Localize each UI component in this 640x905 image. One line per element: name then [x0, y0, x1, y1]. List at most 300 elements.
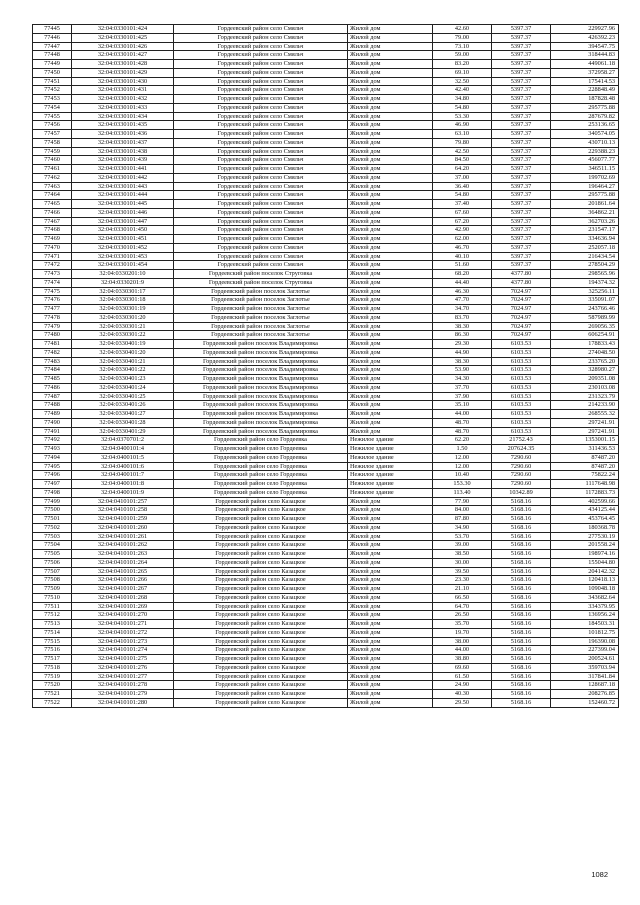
specific-value-cell: 5168.16 [492, 567, 551, 576]
specific-value-cell: 6103.53 [492, 340, 551, 349]
table-row [33, 235, 619, 244]
specific-value-cell: 6103.53 [492, 383, 551, 392]
specific-value-cell: 10342.89 [492, 488, 551, 497]
area-cell: 38.30 [433, 357, 492, 366]
cadastral-number-cell: 32:04:0330401:27 [72, 410, 174, 419]
area-cell: 38.50 [433, 550, 492, 559]
cadastral-value-cell: 243766.46 [551, 305, 619, 314]
address-cell: Гордеевский район село Смяльч [174, 235, 348, 244]
cadastral-number-cell: 32:04:0410101:270 [72, 611, 174, 620]
area-cell: 32.50 [433, 77, 492, 86]
specific-value-cell: 5397.37 [492, 103, 551, 112]
row-number-cell: 77508 [33, 576, 72, 585]
row-number-cell: 77487 [33, 392, 72, 401]
object-type-cell: Жилой дом [348, 515, 433, 524]
specific-value-cell: 5397.37 [492, 60, 551, 69]
address-cell: Гордеевский район село Смяльч [174, 25, 348, 34]
address-cell: Гордеевский район село Гордеевка [174, 471, 348, 480]
table-row [33, 25, 619, 34]
row-number-cell: 77486 [33, 383, 72, 392]
area-cell: 51.60 [433, 261, 492, 270]
object-type-cell: Жилой дом [348, 593, 433, 602]
row-number-cell: 77509 [33, 585, 72, 594]
address-cell: Гордеевский район село Гордеевка [174, 488, 348, 497]
specific-value-cell: 7290.60 [492, 462, 551, 471]
area-cell: 40.10 [433, 252, 492, 261]
object-type-cell: Жилой дом [348, 173, 433, 182]
cadastral-value-cell: 227399.04 [551, 646, 619, 655]
specific-value-cell: 207624.35 [492, 445, 551, 454]
object-type-cell: Жилой дом [348, 392, 433, 401]
specific-value-cell: 6103.53 [492, 418, 551, 427]
area-cell: 29.50 [433, 698, 492, 707]
area-cell: 62.00 [433, 235, 492, 244]
cadastral-value-cell: 334636.94 [551, 235, 619, 244]
table-row [33, 243, 619, 252]
cadastral-value-cell: 231547.17 [551, 226, 619, 235]
cadastral-number-cell: 32:04:0330101:450 [72, 226, 174, 235]
row-number-cell: 77456 [33, 121, 72, 130]
specific-value-cell: 7024.97 [492, 331, 551, 340]
area-cell: 44.40 [433, 278, 492, 287]
row-number-cell: 77498 [33, 488, 72, 497]
area-cell: 37.70 [433, 383, 492, 392]
cadastral-number-cell: 32:04:0330101:432 [72, 95, 174, 104]
row-number-cell: 77493 [33, 445, 72, 454]
table-row [33, 541, 619, 550]
address-cell: Гордеевский район село Смяльч [174, 208, 348, 217]
object-type-cell: Жилой дом [348, 287, 433, 296]
table-row [33, 103, 619, 112]
specific-value-cell: 6103.53 [492, 427, 551, 436]
row-number-cell: 77515 [33, 637, 72, 646]
cadastral-value-cell: 187828.48 [551, 95, 619, 104]
cadastral-value-cell: 335091.07 [551, 296, 619, 305]
table-row [33, 550, 619, 559]
address-cell: Гордеевский район село Казацкое [174, 602, 348, 611]
table-row [33, 497, 619, 506]
cadastral-number-cell: 32:04:0410101:274 [72, 646, 174, 655]
table-row [33, 51, 619, 60]
object-type-cell: Жилой дом [348, 138, 433, 147]
page-number: 1082 [591, 870, 608, 879]
row-number-cell: 77513 [33, 620, 72, 629]
area-cell: 35.70 [433, 620, 492, 629]
cadastral-number-cell: 32:04:0330101:439 [72, 156, 174, 165]
object-type-cell: Жилой дом [348, 698, 433, 707]
cadastral-number-cell: 32:04:0330101:454 [72, 261, 174, 270]
specific-value-cell: 5168.16 [492, 646, 551, 655]
cadastral-number-cell: 32:04:0330401:21 [72, 357, 174, 366]
specific-value-cell: 5168.16 [492, 681, 551, 690]
cadastral-number-cell: 32:04:0330101:452 [72, 243, 174, 252]
cadastral-number-cell: 32:04:0410101:273 [72, 637, 174, 646]
object-type-cell: Жилой дом [348, 410, 433, 419]
row-number-cell: 77489 [33, 410, 72, 419]
area-cell: 44.90 [433, 348, 492, 357]
row-number-cell: 77483 [33, 357, 72, 366]
object-type-cell: Жилой дом [348, 208, 433, 217]
specific-value-cell: 6103.53 [492, 357, 551, 366]
area-cell: 23.30 [433, 576, 492, 585]
row-number-cell: 77517 [33, 655, 72, 664]
row-number-cell: 77465 [33, 200, 72, 209]
row-number-cell: 77484 [33, 366, 72, 375]
address-cell: Гордеевский район село Смяльч [174, 147, 348, 156]
specific-value-cell: 5397.37 [492, 156, 551, 165]
cadastral-number-cell: 32:04:0400101:7 [72, 471, 174, 480]
cadastral-number-cell: 32:04:0330301:19 [72, 305, 174, 314]
object-type-cell: Жилой дом [348, 243, 433, 252]
cadastral-value-cell: 101812.75 [551, 628, 619, 637]
specific-value-cell: 5168.16 [492, 585, 551, 594]
cadastral-number-cell: 32:04:0330101:424 [72, 25, 174, 34]
row-number-cell: 77494 [33, 453, 72, 462]
specific-value-cell: 5397.37 [492, 130, 551, 139]
address-cell: Гордеевский район поселок Заглотье [174, 287, 348, 296]
object-type-cell: Жилой дом [348, 620, 433, 629]
address-cell: Гордеевский район село Гордеевка [174, 480, 348, 489]
table-row [33, 418, 619, 427]
specific-value-cell: 5168.16 [492, 637, 551, 646]
table-row [33, 506, 619, 515]
table-row [33, 698, 619, 707]
row-number-cell: 77521 [33, 690, 72, 699]
object-type-cell: Жилой дом [348, 147, 433, 156]
cadastral-value-cell: 231323.79 [551, 392, 619, 401]
cadastral-value-cell: 216434.54 [551, 252, 619, 261]
table-row [33, 611, 619, 620]
area-cell: 84.00 [433, 506, 492, 515]
cadastral-number-cell: 32:04:0410101:269 [72, 602, 174, 611]
table-row [33, 567, 619, 576]
area-cell: 30.00 [433, 558, 492, 567]
cadastral-value-cell: 456077.77 [551, 156, 619, 165]
object-type-cell: Жилой дом [348, 25, 433, 34]
specific-value-cell: 5397.37 [492, 51, 551, 60]
specific-value-cell: 5168.16 [492, 515, 551, 524]
table-row [33, 646, 619, 655]
cadastral-value-cell: 334379.95 [551, 602, 619, 611]
cadastral-value-cell: 184503.31 [551, 620, 619, 629]
area-cell: 69.60 [433, 663, 492, 672]
cadastral-value-cell: 287679.82 [551, 112, 619, 121]
row-number-cell: 77511 [33, 602, 72, 611]
address-cell: Гордеевский район село Смяльч [174, 112, 348, 121]
row-number-cell: 77491 [33, 427, 72, 436]
table-row [33, 278, 619, 287]
object-type-cell: Жилой дом [348, 42, 433, 51]
specific-value-cell: 5397.37 [492, 42, 551, 51]
specific-value-cell: 7024.97 [492, 313, 551, 322]
cadastral-value-cell: 228848.49 [551, 86, 619, 95]
cadastral-value-cell: 175414.53 [551, 77, 619, 86]
row-number-cell: 77459 [33, 147, 72, 156]
address-cell: Гордеевский район село Смяльч [174, 165, 348, 174]
table-row [33, 620, 619, 629]
cadastral-number-cell: 32:04:0330301:22 [72, 331, 174, 340]
table-row [33, 523, 619, 532]
address-cell: Гордеевский район село Казацкое [174, 576, 348, 585]
area-cell: 84.50 [433, 156, 492, 165]
row-number-cell: 77449 [33, 60, 72, 69]
cadastral-value-cell: 426392.23 [551, 33, 619, 42]
table-row [33, 296, 619, 305]
cadastral-number-cell: 32:04:0410101:272 [72, 628, 174, 637]
row-number-cell: 77506 [33, 558, 72, 567]
table-row [33, 445, 619, 454]
cadastral-number-cell: 32:04:0330101:444 [72, 191, 174, 200]
specific-value-cell: 5397.37 [492, 95, 551, 104]
cadastral-number-cell: 32:04:0330401:29 [72, 427, 174, 436]
cadastral-number-cell: 32:04:0330101:446 [72, 208, 174, 217]
cadastral-value-cell: 209351.08 [551, 375, 619, 384]
specific-value-cell: 5168.16 [492, 663, 551, 672]
specific-value-cell: 6103.53 [492, 348, 551, 357]
table-row [33, 392, 619, 401]
row-number-cell: 77447 [33, 42, 72, 51]
cadastral-value-cell: 120418.13 [551, 576, 619, 585]
row-number-cell: 77469 [33, 235, 72, 244]
address-cell: Гордеевский район село Смяльч [174, 121, 348, 130]
area-cell: 79.80 [433, 138, 492, 147]
specific-value-cell: 21752.43 [492, 436, 551, 445]
address-cell: Гордеевский район село Смяльч [174, 217, 348, 226]
object-type-cell: Жилой дом [348, 191, 433, 200]
area-cell: 46.90 [433, 121, 492, 130]
address-cell: Гордеевский район поселок Струговка [174, 270, 348, 279]
row-number-cell: 77463 [33, 182, 72, 191]
specific-value-cell: 6103.53 [492, 392, 551, 401]
specific-value-cell: 7290.60 [492, 471, 551, 480]
area-cell: 64.20 [433, 165, 492, 174]
cadastral-number-cell: 32:04:0330101:443 [72, 182, 174, 191]
address-cell: Гордеевский район поселок Владимировка [174, 340, 348, 349]
area-cell: 37.90 [433, 392, 492, 401]
address-cell: Гордеевский район поселок Заглотье [174, 313, 348, 322]
address-cell: Гордеевский район село Казацкое [174, 646, 348, 655]
object-type-cell: Нежилое здание [348, 445, 433, 454]
area-cell: 63.10 [433, 130, 492, 139]
area-cell: 21.10 [433, 585, 492, 594]
address-cell: Гордеевский район село Казацкое [174, 655, 348, 664]
cadastral-value-cell: 295775.88 [551, 191, 619, 200]
area-cell: 19.70 [433, 628, 492, 637]
table-row [33, 270, 619, 279]
address-cell: Гордеевский район поселок Заглотье [174, 322, 348, 331]
table-row [33, 156, 619, 165]
area-cell: 53.70 [433, 532, 492, 541]
table-row [33, 532, 619, 541]
row-number-cell: 77473 [33, 270, 72, 279]
cadastral-number-cell: 32:04:0330101:434 [72, 112, 174, 121]
area-cell: 24.90 [433, 681, 492, 690]
specific-value-cell: 5397.37 [492, 165, 551, 174]
cadastral-value-cell: 128687.18 [551, 681, 619, 690]
cadastral-number-cell: 32:04:0330401:20 [72, 348, 174, 357]
specific-value-cell: 6103.53 [492, 375, 551, 384]
row-number-cell: 77450 [33, 68, 72, 77]
row-number-cell: 77503 [33, 532, 72, 541]
object-type-cell: Жилой дом [348, 550, 433, 559]
specific-value-cell: 6103.53 [492, 401, 551, 410]
table-row [33, 200, 619, 209]
table-row [33, 208, 619, 217]
specific-value-cell: 5397.37 [492, 77, 551, 86]
cadastral-value-table [32, 24, 619, 708]
table-body [33, 25, 619, 708]
address-cell: Гордеевский район село Смяльч [174, 200, 348, 209]
cadastral-value-cell: 199702.69 [551, 173, 619, 182]
cadastral-number-cell: 32:04:0370701:2 [72, 436, 174, 445]
cadastral-number-cell: 32:04:0330401:22 [72, 366, 174, 375]
address-cell: Гордеевский район поселок Владимировка [174, 418, 348, 427]
specific-value-cell: 5168.16 [492, 541, 551, 550]
area-cell: 38.30 [433, 322, 492, 331]
object-type-cell: Жилой дом [348, 401, 433, 410]
table-row [33, 436, 619, 445]
specific-value-cell: 5397.37 [492, 25, 551, 34]
area-cell: 48.70 [433, 418, 492, 427]
specific-value-cell: 5168.16 [492, 672, 551, 681]
specific-value-cell: 5397.37 [492, 147, 551, 156]
table-row [33, 261, 619, 270]
cadastral-value-cell: 311436.53 [551, 445, 619, 454]
address-cell: Гордеевский район село Казацкое [174, 585, 348, 594]
table-row [33, 182, 619, 191]
row-number-cell: 77468 [33, 226, 72, 235]
cadastral-value-cell: 214233.90 [551, 401, 619, 410]
table-row [33, 77, 619, 86]
area-cell: 48.70 [433, 427, 492, 436]
address-cell: Гордеевский район село Казацкое [174, 523, 348, 532]
area-cell: 59.00 [433, 51, 492, 60]
cadastral-value-cell: 297241.91 [551, 427, 619, 436]
area-cell: 42.40 [433, 86, 492, 95]
specific-value-cell: 7290.60 [492, 480, 551, 489]
area-cell: 53.90 [433, 366, 492, 375]
table-row [33, 462, 619, 471]
specific-value-cell: 5168.16 [492, 690, 551, 699]
row-number-cell: 77462 [33, 173, 72, 182]
area-cell: 46.70 [433, 243, 492, 252]
table-row [33, 226, 619, 235]
specific-value-cell: 5397.37 [492, 252, 551, 261]
cadastral-value-cell: 178833.43 [551, 340, 619, 349]
row-number-cell: 77474 [33, 278, 72, 287]
table-row [33, 488, 619, 497]
address-cell: Гордеевский район село Смяльч [174, 68, 348, 77]
specific-value-cell: 5397.37 [492, 121, 551, 130]
cadastral-value-cell: 297241.91 [551, 418, 619, 427]
area-cell: 44.00 [433, 646, 492, 655]
object-type-cell: Жилой дом [348, 663, 433, 672]
cadastral-number-cell: 32:04:0330401:25 [72, 392, 174, 401]
object-type-cell: Жилой дом [348, 383, 433, 392]
row-number-cell: 77502 [33, 523, 72, 532]
address-cell: Гордеевский район село Гордеевка [174, 453, 348, 462]
object-type-cell: Жилой дом [348, 532, 433, 541]
cadastral-number-cell: 32:04:0410101:271 [72, 620, 174, 629]
object-type-cell: Нежилое здание [348, 462, 433, 471]
table-row [33, 147, 619, 156]
area-cell: 34.70 [433, 305, 492, 314]
area-cell: 86.30 [433, 331, 492, 340]
cadastral-value-cell: 196464.27 [551, 182, 619, 191]
row-number-cell: 77457 [33, 130, 72, 139]
row-number-cell: 77482 [33, 348, 72, 357]
address-cell: Гордеевский район поселок Владимировка [174, 392, 348, 401]
row-number-cell: 77446 [33, 33, 72, 42]
table-row [33, 655, 619, 664]
cadastral-value-cell: 252057.18 [551, 243, 619, 252]
row-number-cell: 77512 [33, 611, 72, 620]
cadastral-number-cell: 32:04:0410101:267 [72, 585, 174, 594]
area-cell: 29.30 [433, 340, 492, 349]
cadastral-value-cell: 295775.88 [551, 103, 619, 112]
specific-value-cell: 5168.16 [492, 558, 551, 567]
cadastral-value-cell: 362703.26 [551, 217, 619, 226]
address-cell: Гордеевский район село Смяльч [174, 51, 348, 60]
address-cell: Гордеевский район поселок Владимировка [174, 383, 348, 392]
cadastral-number-cell: 32:04:0410101:257 [72, 497, 174, 506]
cadastral-value-cell: 87487.20 [551, 462, 619, 471]
specific-value-cell: 5168.16 [492, 576, 551, 585]
table-row [33, 348, 619, 357]
specific-value-cell: 5168.16 [492, 593, 551, 602]
address-cell: Гордеевский район село Смяльч [174, 60, 348, 69]
table-row [33, 471, 619, 480]
row-number-cell: 77492 [33, 436, 72, 445]
table-row [33, 602, 619, 611]
specific-value-cell: 7024.97 [492, 287, 551, 296]
cadastral-number-cell: 32:04:0410101:276 [72, 663, 174, 672]
cadastral-number-cell: 32:04:0330201:10 [72, 270, 174, 279]
cadastral-number-cell: 32:04:0330101:430 [72, 77, 174, 86]
table-row [33, 375, 619, 384]
object-type-cell: Жилой дом [348, 51, 433, 60]
row-number-cell: 77460 [33, 156, 72, 165]
specific-value-cell: 5168.16 [492, 698, 551, 707]
area-cell: 54.80 [433, 191, 492, 200]
specific-value-cell: 5397.37 [492, 217, 551, 226]
object-type-cell: Жилой дом [348, 576, 433, 585]
cadastral-value-cell: 343682.64 [551, 593, 619, 602]
row-number-cell: 77495 [33, 462, 72, 471]
cadastral-value-cell: 1353001.15 [551, 436, 619, 445]
specific-value-cell: 5168.16 [492, 523, 551, 532]
object-type-cell: Жилой дом [348, 628, 433, 637]
cadastral-value-cell: 204142.32 [551, 567, 619, 576]
cadastral-value-cell: 229927.96 [551, 25, 619, 34]
cadastral-value-cell: 180368.78 [551, 523, 619, 532]
object-type-cell: Жилой дом [348, 200, 433, 209]
specific-value-cell: 7290.60 [492, 453, 551, 462]
table-row [33, 515, 619, 524]
table-row [33, 453, 619, 462]
row-number-cell: 77505 [33, 550, 72, 559]
specific-value-cell: 5168.16 [492, 506, 551, 515]
cadastral-value-cell: 325256.11 [551, 287, 619, 296]
specific-value-cell: 6103.53 [492, 366, 551, 375]
object-type-cell: Нежилое здание [348, 488, 433, 497]
object-type-cell: Жилой дом [348, 322, 433, 331]
row-number-cell: 77518 [33, 663, 72, 672]
table-row [33, 287, 619, 296]
address-cell: Гордеевский район село Казацкое [174, 681, 348, 690]
area-cell: 35.10 [433, 401, 492, 410]
table-row [33, 558, 619, 567]
